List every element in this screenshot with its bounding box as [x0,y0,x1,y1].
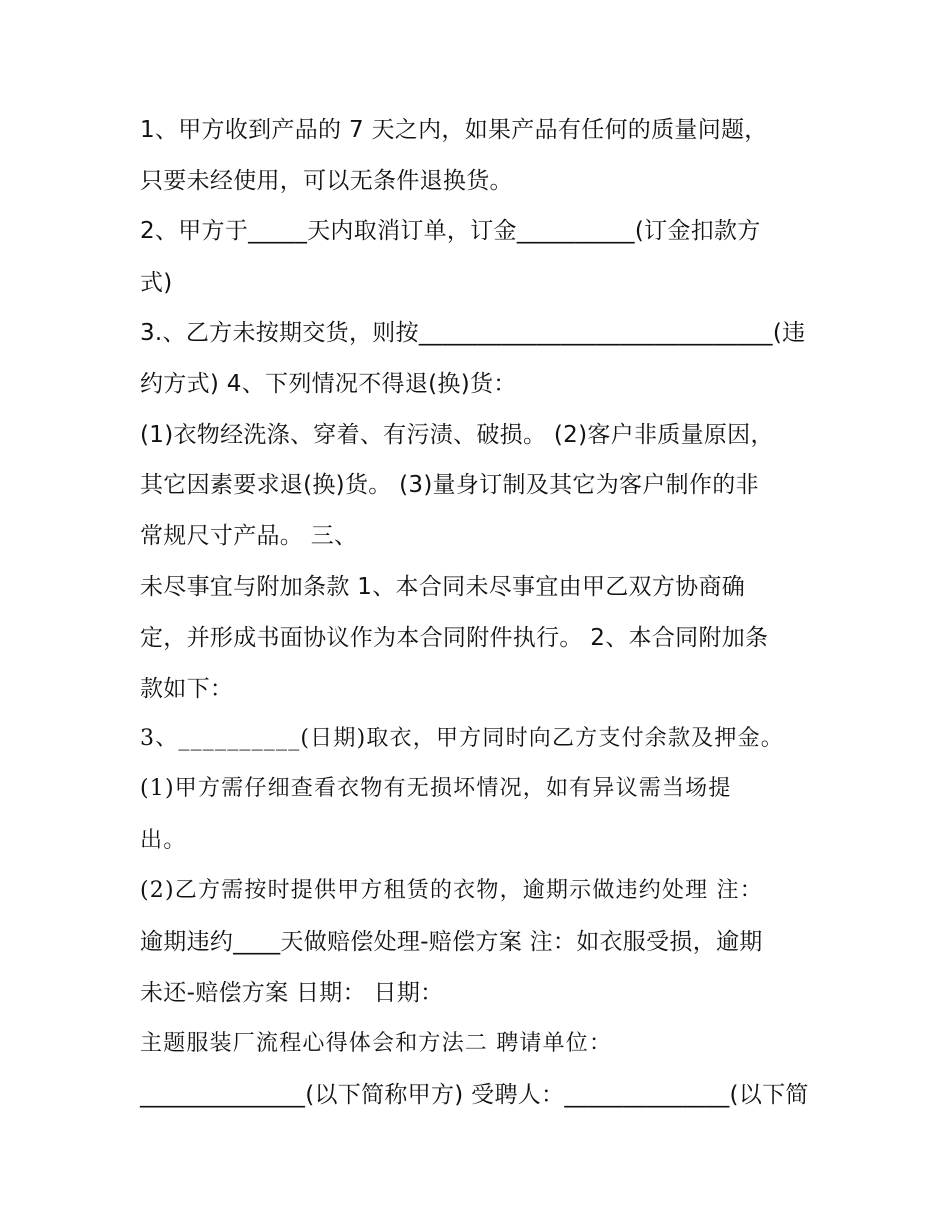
text-line-3: 2、甲方于_____天内取消订单，订金__________(订金扣款方 [140,218,761,244]
text-line-4: 式) [140,270,173,296]
text-line-15: 出。 [140,828,187,853]
text-line-7: (1)衣物经洗涤、穿着、有污渍、破损。 (2)客户非质量原因， [140,422,774,448]
text-line-13: 3、__________(日期)取衣，甲方同时向乙方支付余款及押金。 [140,726,784,751]
text-line-5: 3.、乙方未按期交货，则按______________________________(违 [140,320,806,346]
text-line-16: (2)乙方需按时提供甲方租赁的衣物，逾期示做违约处理 注： [140,878,763,903]
text-line-14: (1)甲方需仔细查看衣物有无损坏情况，如有异议需当场提 [140,776,732,801]
text-line-6: 约方式) 4、下列情况不得退(换)货： [140,371,517,397]
text-line-1: 1、甲方收到产品的 7 天之内，如果产品有任何的质量问题， [140,117,768,143]
text-line-19: 主题服装厂流程心得体会和方法二 聘请单位： [140,1031,613,1056]
text-line-11: 定，并形成书面协议作为本合同附件执行。 2、本合同附加条 [140,625,769,651]
text-line-2: 只要未经使用，可以无条件退换货。 [140,168,513,194]
text-line-17: 逾期违约____天做赔偿处理-赔偿方案 注：如衣服受损，逾期 [140,929,763,955]
text-line-9: 常规尺寸产品。 三、 [140,523,358,549]
text-line-12: 款如下： [140,676,234,702]
text-line-20: ______________(以下简称甲方) 受聘人：______________(以下简 [140,1082,809,1108]
text-line-18: 未还-赔偿方案 日期： 日期： [140,980,444,1006]
text-line-10: 未尽事宜与附加条款 1、本合同未尽事宜由甲乙双方协商确 [140,574,746,600]
text-line-8: 其它因素要求退(换)货。 (3)量身订制及其它为客户制作的非 [140,472,759,498]
